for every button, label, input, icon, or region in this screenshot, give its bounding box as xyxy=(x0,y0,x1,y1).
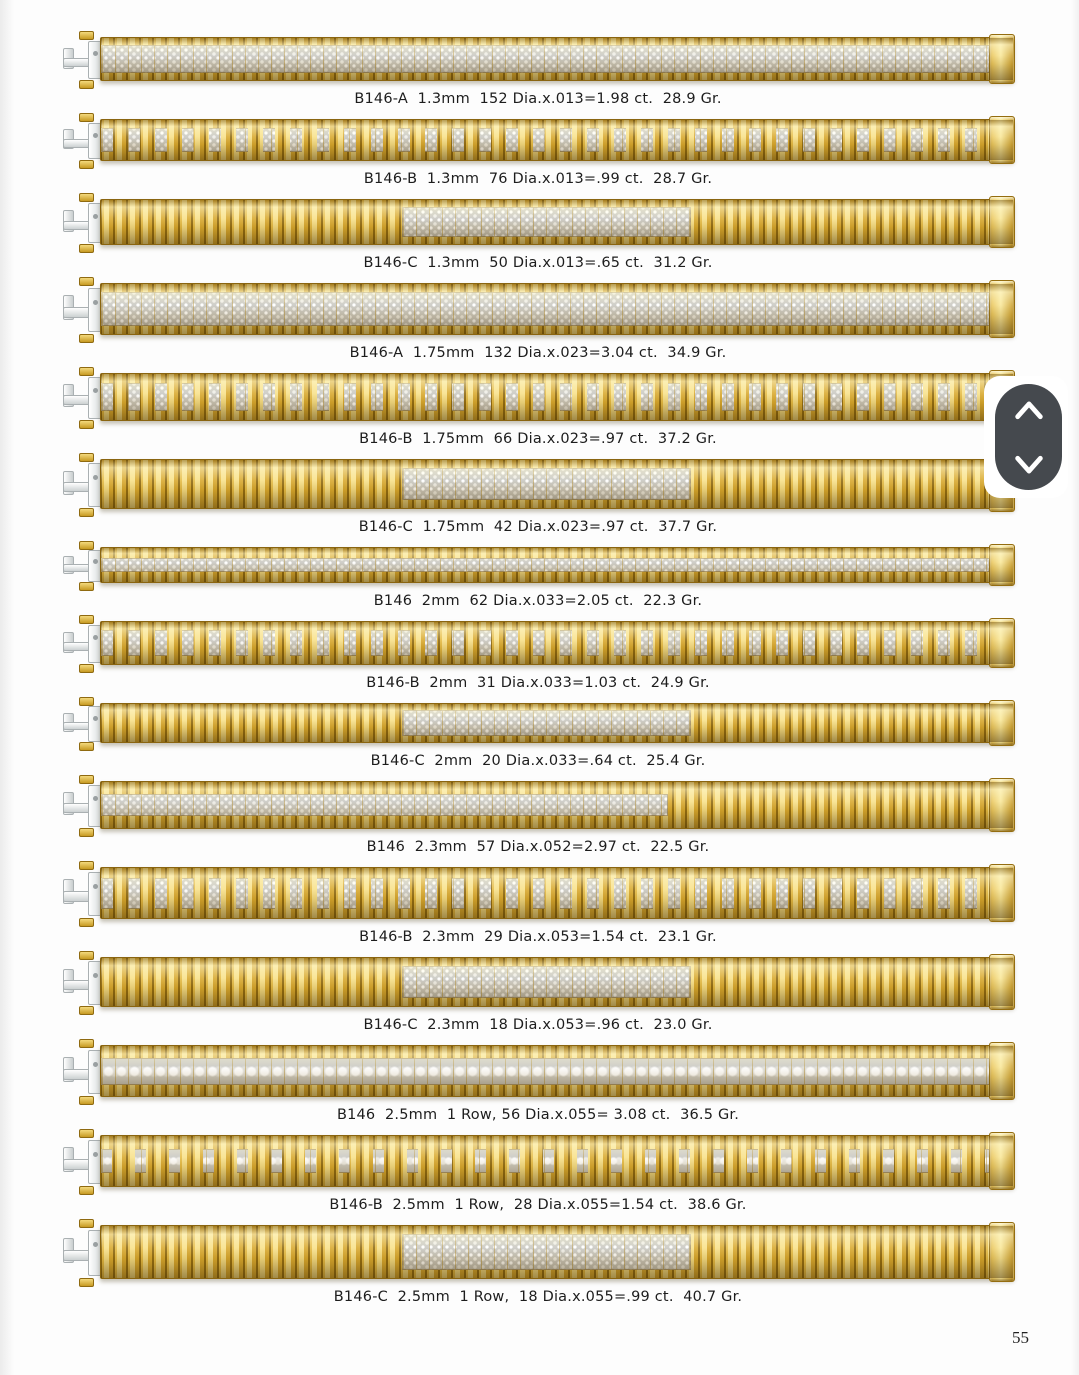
bracelet-row xyxy=(62,1218,1014,1306)
diamond-strip xyxy=(101,128,1013,153)
bracelet-image xyxy=(62,860,1014,924)
bracelet-image xyxy=(62,614,1014,670)
bracelet-image xyxy=(62,30,1014,86)
clasp-pin-top xyxy=(79,951,94,960)
diamond-strip xyxy=(101,878,1013,909)
clasp-pin-bottom xyxy=(79,160,94,169)
clasp-hole xyxy=(93,300,98,305)
scroll-down-button[interactable] xyxy=(995,437,1062,490)
bracelet-caption: B146-C 1.75mm 42 Dia.x.023=.97 ct. 37.7 Gr. xyxy=(358,519,718,535)
bracelet-row xyxy=(62,540,1014,610)
clasp-pin-bottom xyxy=(79,244,94,253)
scroll-up-button[interactable] xyxy=(995,384,1062,437)
clasp-hole xyxy=(93,51,98,56)
bracelet-row xyxy=(62,30,1014,108)
clasp-hole xyxy=(93,214,98,219)
bracelet-caption: B146-B 2mm 31 Dia.x.033=1.03 ct. 24.9 Gr. xyxy=(366,675,710,691)
clasp-pin-top xyxy=(79,1039,94,1048)
clasp-pin-top xyxy=(79,861,94,870)
end-clasp-box xyxy=(989,1222,1015,1282)
bracelet-caption: B146 2.5mm 1 Row, 56 Dia.x.055= 3.08 ct. 36.5 Gr. xyxy=(336,1107,740,1123)
clasp-hole xyxy=(93,388,98,393)
clasp-pin-bottom xyxy=(79,918,94,927)
bracelet-row xyxy=(62,774,1014,856)
diamond-strip xyxy=(101,45,1013,74)
bracelet-image xyxy=(62,1128,1014,1192)
diamond-strip xyxy=(101,1058,1013,1085)
bracelet-row xyxy=(62,1128,1014,1214)
bracelet-image xyxy=(62,696,1014,748)
clasp-pin-bottom xyxy=(79,582,94,591)
bracelet-row xyxy=(62,452,1014,536)
bracelet-band xyxy=(100,957,1014,1007)
bracelet-image xyxy=(62,276,1014,340)
bracelet-image xyxy=(62,1038,1014,1102)
bracelet-row xyxy=(62,112,1014,188)
end-clasp-box xyxy=(989,864,1015,922)
clasp-pin-bottom xyxy=(79,742,94,751)
clasp-hole xyxy=(93,796,98,801)
diamond-strip xyxy=(101,630,1013,656)
clasp-pin-top xyxy=(79,193,94,202)
clasp-pin-top xyxy=(79,615,94,624)
bracelet-caption: B146-B 2.3mm 29 Dia.x.053=1.54 ct. 23.1 Gr. xyxy=(359,929,717,945)
bracelet-band xyxy=(100,1045,1014,1097)
clasp-hole xyxy=(93,635,98,640)
bracelet-caption: B146-A 1.3mm 152 Dia.x.013=1.98 ct. 28.9 Gr. xyxy=(354,91,722,107)
scroll-widget xyxy=(995,384,1062,490)
bracelet-image xyxy=(62,452,1014,514)
bracelet-band xyxy=(100,781,1014,829)
bracelet-row xyxy=(62,696,1014,770)
page-number: 55 xyxy=(1012,1328,1029,1347)
bracelet-caption: B146-C 1.3mm 50 Dia.x.013=.65 ct. 31.2 Gr. xyxy=(363,255,713,271)
bracelet-caption: B146-C 2mm 20 Dia.x.033=.64 ct. 25.4 Gr. xyxy=(370,753,706,769)
bracelet-band xyxy=(100,37,1014,81)
clasp-pin-top xyxy=(79,453,94,462)
bracelet-band xyxy=(100,119,1014,161)
clasp-pin-top xyxy=(79,1219,94,1228)
diamond-strip xyxy=(101,794,668,815)
bracelet-band xyxy=(100,199,1014,245)
bracelet-band xyxy=(100,1225,1014,1279)
bracelet-band xyxy=(100,621,1014,665)
clasp-pin-bottom xyxy=(79,80,94,89)
bracelet-row xyxy=(62,192,1014,272)
bracelet-caption: B146 2mm 62 Dia.x.033=2.05 ct. 22.3 Gr. xyxy=(373,593,703,609)
bracelet-band xyxy=(100,867,1014,919)
diamond-strip xyxy=(402,207,691,237)
bracelet-band xyxy=(100,373,1014,421)
clasp-pin-bottom xyxy=(79,508,94,517)
clasp-hole xyxy=(93,475,98,480)
clasp-hole xyxy=(93,1152,98,1157)
clasp-pin-bottom xyxy=(79,1096,94,1105)
clasp-hole xyxy=(93,1242,98,1247)
bracelet-row xyxy=(62,950,1014,1034)
chevron-down-icon xyxy=(1012,451,1046,477)
clasp-pin-bottom xyxy=(79,420,94,429)
clasp-pin-bottom xyxy=(79,1186,94,1195)
bracelet-row xyxy=(62,276,1014,362)
bracelet-caption: B146-B 1.3mm 76 Dia.x.013=.99 ct. 28.7 Gr. xyxy=(363,171,713,187)
end-clasp-box xyxy=(989,280,1015,338)
diamond-strip xyxy=(101,558,1013,572)
clasp-pin-top xyxy=(79,113,94,122)
clasp-pin-bottom xyxy=(79,334,94,343)
clasp-pin-top xyxy=(79,541,94,550)
diamond-strip xyxy=(101,383,1013,412)
end-clasp-box xyxy=(989,1042,1015,1100)
bracelet-image xyxy=(62,540,1014,588)
bracelet-row xyxy=(62,366,1014,448)
clasp-pin-bottom xyxy=(79,1006,94,1015)
bracelet-image xyxy=(62,112,1014,166)
diamond-strip xyxy=(101,292,1013,326)
clasp-pin-top xyxy=(79,277,94,286)
bracelet-row xyxy=(62,1038,1014,1124)
bracelet-row xyxy=(62,860,1014,946)
end-clasp-box xyxy=(989,778,1015,832)
clasp-hole xyxy=(93,884,98,889)
end-clasp-box xyxy=(989,196,1015,248)
diamond-strip xyxy=(402,468,691,501)
bracelet-image xyxy=(62,192,1014,250)
bracelet-row xyxy=(62,614,1014,692)
end-clasp-box xyxy=(989,954,1015,1010)
clasp-hole xyxy=(93,559,98,564)
bracelet-band xyxy=(100,703,1014,743)
bracelet-band xyxy=(100,547,1014,583)
end-clasp-box xyxy=(989,700,1015,746)
diamond-strip xyxy=(402,966,691,999)
clasp-hole xyxy=(93,716,98,721)
chevron-up-icon xyxy=(1012,398,1046,424)
bracelet-image xyxy=(62,1218,1014,1284)
end-clasp-box xyxy=(989,116,1015,164)
bracelet-band xyxy=(100,459,1014,509)
end-clasp-box xyxy=(989,34,1015,84)
bracelet-caption: B146-B 2.5mm 1 Row, 28 Dia.x.055=1.54 ct. 38.6 Gr. xyxy=(329,1197,747,1213)
clasp-pin-top xyxy=(79,1129,94,1138)
diamond-strip xyxy=(101,1149,1013,1173)
clasp-pin-top xyxy=(79,775,94,784)
end-clasp-box xyxy=(989,544,1015,586)
bracelet-caption: B146-C 2.3mm 18 Dia.x.053=.96 ct. 23.0 Gr. xyxy=(363,1017,713,1033)
bracelet-caption: B146-A 1.75mm 132 Dia.x.023=3.04 ct. 34.9 Gr. xyxy=(349,345,727,361)
bracelet-image xyxy=(62,950,1014,1012)
bracelet-band xyxy=(100,283,1014,335)
bracelet-image xyxy=(62,774,1014,834)
end-clasp-box xyxy=(989,1132,1015,1190)
bracelet-band xyxy=(100,1135,1014,1187)
bracelet-caption: B146 2.3mm 57 Dia.x.052=2.97 ct. 22.5 Gr. xyxy=(366,839,710,855)
end-clasp-box xyxy=(989,618,1015,668)
diamond-strip xyxy=(402,1234,691,1269)
diamond-strip xyxy=(402,710,691,736)
clasp-pin-bottom xyxy=(79,828,94,837)
clasp-pin-top xyxy=(79,367,94,376)
clasp-pin-top xyxy=(79,31,94,40)
bracelet-caption: B146-C 2.5mm 1 Row, 18 Dia.x.055=.99 ct. 40.7 Gr. xyxy=(333,1289,743,1305)
bracelet-caption: B146-B 1.75mm 66 Dia.x.023=.97 ct. 37.2 Gr. xyxy=(359,431,717,447)
bracelet-image xyxy=(62,366,1014,426)
clasp-pin-bottom xyxy=(79,664,94,673)
clasp-hole xyxy=(93,133,98,138)
clasp-hole xyxy=(93,973,98,978)
clasp-hole xyxy=(93,1062,98,1067)
clasp-pin-top xyxy=(79,697,94,706)
clasp-pin-bottom xyxy=(79,1278,94,1287)
